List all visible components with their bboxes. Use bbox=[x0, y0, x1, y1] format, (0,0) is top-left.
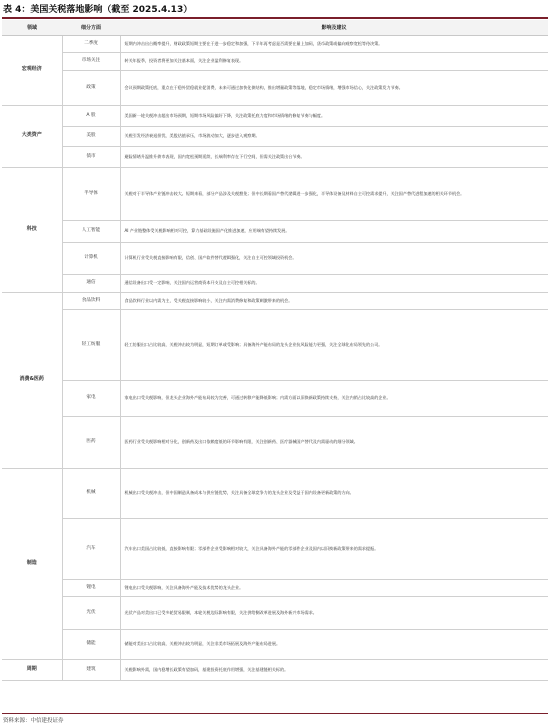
table-row bbox=[2, 380, 548, 416]
impact-cell: 短期内冲击出台概率提升，财政政策短期主要在于进一步稳定和加强，下半年再考虑是否需要在量上加码，货币政策或偏向观察宽松等待决策。 bbox=[120, 35, 548, 52]
domain-cell: 大类资产 bbox=[2, 105, 62, 167]
impact-cell: 机械出口受关税冲击，但中国制造具备成本与供应链优势，关注具备全球竞争力的龙头企业及受益于国内设备更新政策的方向。 bbox=[120, 468, 548, 518]
header-row bbox=[2, 20, 548, 35]
tariff-impact-table bbox=[2, 20, 548, 681]
sub-aspect-cell: 锂电 bbox=[62, 579, 120, 596]
sub-aspect-cell: A 股 bbox=[62, 105, 120, 126]
sub-aspect-cell: 债市 bbox=[62, 146, 120, 167]
sub-aspect-cell: 计算机 bbox=[62, 242, 120, 274]
header-sub-aspect: 细分方面 bbox=[62, 20, 120, 35]
impact-cell: 轻工纺服出口占比较高，关税冲击较为明显，短期订单或受影响；具备海外产能布局的龙头企业抗风险能力更强，关注全球化布局领先的公司。 bbox=[120, 309, 548, 380]
table-row bbox=[2, 274, 548, 292]
sub-aspect-cell: 轻工纺服 bbox=[62, 309, 120, 380]
domain-cell: 消费&医药 bbox=[2, 292, 62, 468]
impact-cell: 光伏产品对美出口已受多轮贸易限制，本轮关税边际影响有限，关注供给侧改革进展及海外新兴市场需求。 bbox=[120, 596, 548, 629]
impact-cell: 美国新一轮关税冲击超出市场预期，短期市场风险偏好下降，关注政策托底力度和市场情绪的修复节奏与幅度。 bbox=[120, 105, 548, 126]
impact-cell: 计算机行业受关税直接影响有限，信创、国产软件替代逻辑强化，关注自主可控领域投资机会。 bbox=[120, 242, 548, 274]
title-rule bbox=[2, 17, 548, 19]
sub-aspect-cell: 机械 bbox=[62, 468, 120, 518]
table-row bbox=[2, 242, 548, 274]
table-row bbox=[2, 167, 548, 220]
impact-cell: 会议预期政策托底，重点在于稳外贸稳就业促消费，未来可通过加快化债结构，推出增量政策等落地，稳定市场情绪，增强市场信心，关注政策发力节奏。 bbox=[120, 70, 548, 105]
table-row bbox=[2, 105, 548, 126]
impact-cell: 储能对美出口占比较高，关税冲击较为明显，关注非美市场拓展及海外产能布局进展。 bbox=[120, 629, 548, 659]
impact-cell: 医药行业受关税影响相对分化，创新药及出口依赖度低的环节影响有限，关注创新药、医疗器械国产替代及内需驱动的细分领域。 bbox=[120, 416, 548, 468]
sub-aspect-cell: 政策 bbox=[62, 70, 120, 105]
impact-cell: 食品饮料行业以内需为主，受关税直接影响较小，关注内需消费修复和政策刺激带来的机会。 bbox=[120, 292, 548, 309]
source-note: 资料来源：中信建投证券 bbox=[3, 718, 64, 724]
impact-cell: 关税引发经济衰退担忧，美股估值承压，市场波动加大，逐步进入观察期。 bbox=[120, 126, 548, 146]
header-domain: 领域 bbox=[2, 20, 62, 35]
impact-cell: 避险情绪升温推升债市表现，国内宽松预期延续，长端利率存在下行空间，但需关注政策出台节奏。 bbox=[120, 146, 548, 167]
table-row bbox=[2, 468, 548, 518]
table-row bbox=[2, 579, 548, 596]
table-title: 表 4：美国关税落地影响（截至 2025.4.13） bbox=[3, 5, 193, 15]
sub-aspect-cell: 半导体 bbox=[62, 167, 120, 220]
sub-aspect-cell: 储能 bbox=[62, 629, 120, 659]
table-row bbox=[2, 518, 548, 579]
sub-aspect-cell: 食品饮料 bbox=[62, 292, 120, 309]
table-row bbox=[2, 146, 548, 167]
sub-aspect-cell: 人工智能 bbox=[62, 220, 120, 242]
table-row bbox=[2, 126, 548, 146]
impact-cell: 汽车出口美国占比较低，直接影响有限；零部件企业受影响相对较大，关注具备海外产能的零部件企业及国内以旧换新政策带来的需求提振。 bbox=[120, 518, 548, 579]
table-row bbox=[2, 629, 548, 659]
sub-aspect-cell: 医药 bbox=[62, 416, 120, 468]
header-impact: 影响及建议 bbox=[120, 20, 548, 35]
impact-cell: 家电出口受关税影响，但龙头企业海外产能布局较为完善，可通过转移产能降低影响；内需方面以旧换新政策持续支持，关注内销占比较高的企业。 bbox=[120, 380, 548, 416]
impact-cell: 锂电出口受关税影响，关注具备海外产能及技术优势的龙头企业。 bbox=[120, 579, 548, 596]
table-row bbox=[2, 52, 548, 70]
sub-aspect-cell: 家电 bbox=[62, 380, 120, 416]
domain-cell: 制造 bbox=[2, 468, 62, 659]
impact-cell: 关税影响外需，国内稳增长政策有望加码，基建投资托底作用增强，关注基建链相关标的。 bbox=[120, 659, 548, 680]
impact-cell: 关税对于半导体产业链冲击较大。短期来看，部分产品涉及关税豁免；但中长期看国产替代逻辑进一步强化，半导体设备及材料自主可控需求提升，关注国产替代进程加速的相关环节机会。 bbox=[120, 167, 548, 220]
impact-cell: 转关年报季，投资者将更加关注基本面，关注企业盈利修复表现。 bbox=[120, 52, 548, 70]
sub-aspect-cell: 二季度 bbox=[62, 35, 120, 52]
table-row bbox=[2, 596, 548, 629]
sub-aspect-cell: 汽车 bbox=[62, 518, 120, 579]
domain-cell: 宏观经济 bbox=[2, 35, 62, 105]
sub-aspect-cell: 通信 bbox=[62, 274, 120, 292]
domain-cell: 周期 bbox=[2, 659, 62, 680]
sub-aspect-cell: 美股 bbox=[62, 126, 120, 146]
table-row bbox=[2, 292, 548, 309]
sub-aspect-cell: 光伏 bbox=[62, 596, 120, 629]
table-row bbox=[2, 309, 548, 380]
sub-aspect-cell: 市场关注 bbox=[62, 52, 120, 70]
table-row bbox=[2, 659, 548, 680]
bottom-rule bbox=[2, 713, 548, 714]
table-row bbox=[2, 70, 548, 105]
impact-cell: AI 产业链整体受关税影响相对可控，算力基础设施国产化推进加速，应用端有望持续发展。 bbox=[120, 220, 548, 242]
table-row bbox=[2, 35, 548, 52]
impact-cell: 通信设备出口受一定影响，关注国内运营商资本开支及自主可控相关标的。 bbox=[120, 274, 548, 292]
sub-aspect-cell: 建筑 bbox=[62, 659, 120, 680]
domain-cell: 科技 bbox=[2, 167, 62, 292]
table-row bbox=[2, 220, 548, 242]
table-row bbox=[2, 416, 548, 468]
